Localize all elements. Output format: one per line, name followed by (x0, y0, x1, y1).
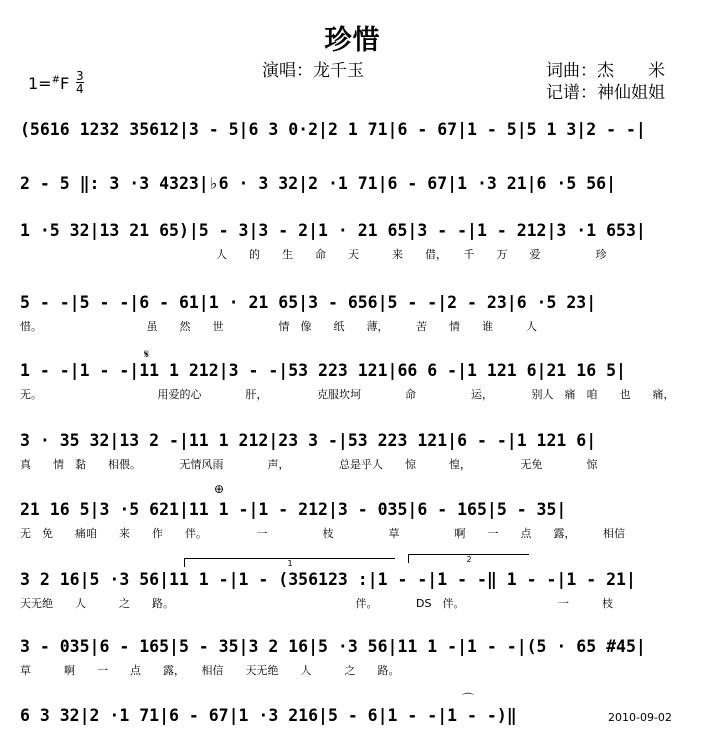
time-signature (76, 70, 84, 95)
notation-line: 5 - -|5 - -|6 - 61|1 · 21 65|3 - 656|5 - -|2 - 23|6 ·5 23| (20, 293, 597, 312)
time-signature-top: 3 (76, 69, 84, 83)
lyric-line: 人 的 生 命 天 来 借， 千 万 爱 珍 (216, 248, 607, 261)
composer-credit: 词曲：杰 米 (546, 61, 665, 81)
notation-line: 21 16 5|3 ·5 621|11 1 -|1 - 212|3 - 035|6 - 165|5 - 35| (20, 500, 567, 519)
lyric-line: 惜。 虽 然 世 情 像 纸 薄， 苦 情 谁 人 (20, 320, 537, 333)
key-sharp: # (51, 74, 60, 86)
singer-credit: 演唱：龙千玉 (262, 61, 364, 81)
segno-symbol: 𝄋 (144, 347, 150, 361)
notation-line: (5616 1232 35612|3 - 5|6 3 0·2|2 1 71|6 - 67|1 - 5|5 1 3|2 - -| (20, 120, 646, 139)
notation-line: 2 - 5 ‖: 3 ·3 4323|♭6 · 3 32|2 ·1 71|6 - 67|1 ·3 21|6 ·5 56| (20, 174, 617, 193)
key-prefix: 1= (28, 74, 52, 93)
notation-line: 6 3 32|2 ·1 71|6 - 67|1 ·3 216|5 - 6|1 - -|1 - -)‖ (20, 706, 517, 725)
notation-line: 3 · 35 32|13 2 -|11 1 212|23 3 -|53 223 121|6 - -|1 121 6| (20, 431, 597, 450)
key-note: F (59, 74, 70, 93)
transcription-date: 2010-09-02 (608, 711, 672, 724)
key-signature (28, 74, 69, 93)
lyric-line: 真 情 黏 相偎。 无情风雨 声， 总是乎人 惊 惶， 无免 惊 (20, 458, 598, 471)
lyric-line: 天无绝 人 之 路。 伴。 DS 伴。 一 枝 (20, 597, 613, 610)
volta-bracket-2: 2 (408, 554, 529, 563)
lyric-line: 无。 用爱的心 肝， 克服坎坷 命 运， 别人 痛 咱 也 痛， (20, 388, 675, 401)
notation-line: 1 - -|1 - -|11 1 212|3 - -|53 223 121|66 6 -|1 121 6|21 16 5| (20, 361, 626, 380)
lyric-line: 草 啊 一 点 露， 相信 天无绝 人 之 路。 (20, 664, 400, 677)
notation-line: 3 2 16|5 ·3 56|11 1 -|1 - (356123 :|1 - -|1 - -‖ 1 - -|1 - 21| (20, 570, 636, 589)
time-signature-bottom: 4 (76, 82, 84, 96)
volta-bracket-1: 1 (184, 558, 395, 567)
coda-symbol: ⊕ (214, 482, 225, 496)
lyric-line: 无 免 痛咱 来 作 伴。 一 枝 草 啊 一 点 露， 相信 (20, 527, 625, 540)
notation-line: 3 - 035|6 - 165|5 - 35|3 2 16|5 ·3 56|11 1 -|1 - -|(5 · 65 #45| (20, 637, 646, 656)
song-title: 珍惜 (324, 25, 381, 56)
notation-line: 1 ·5 32|13 21 65)|5 - 3|3 - 2|1 · 21 65|3 - -|1 - 212|3 ·1 653| (20, 221, 646, 240)
fermata-symbol: ⌒ (462, 692, 475, 706)
transcriber-credit: 记谱：神仙姐姐 (546, 83, 665, 103)
